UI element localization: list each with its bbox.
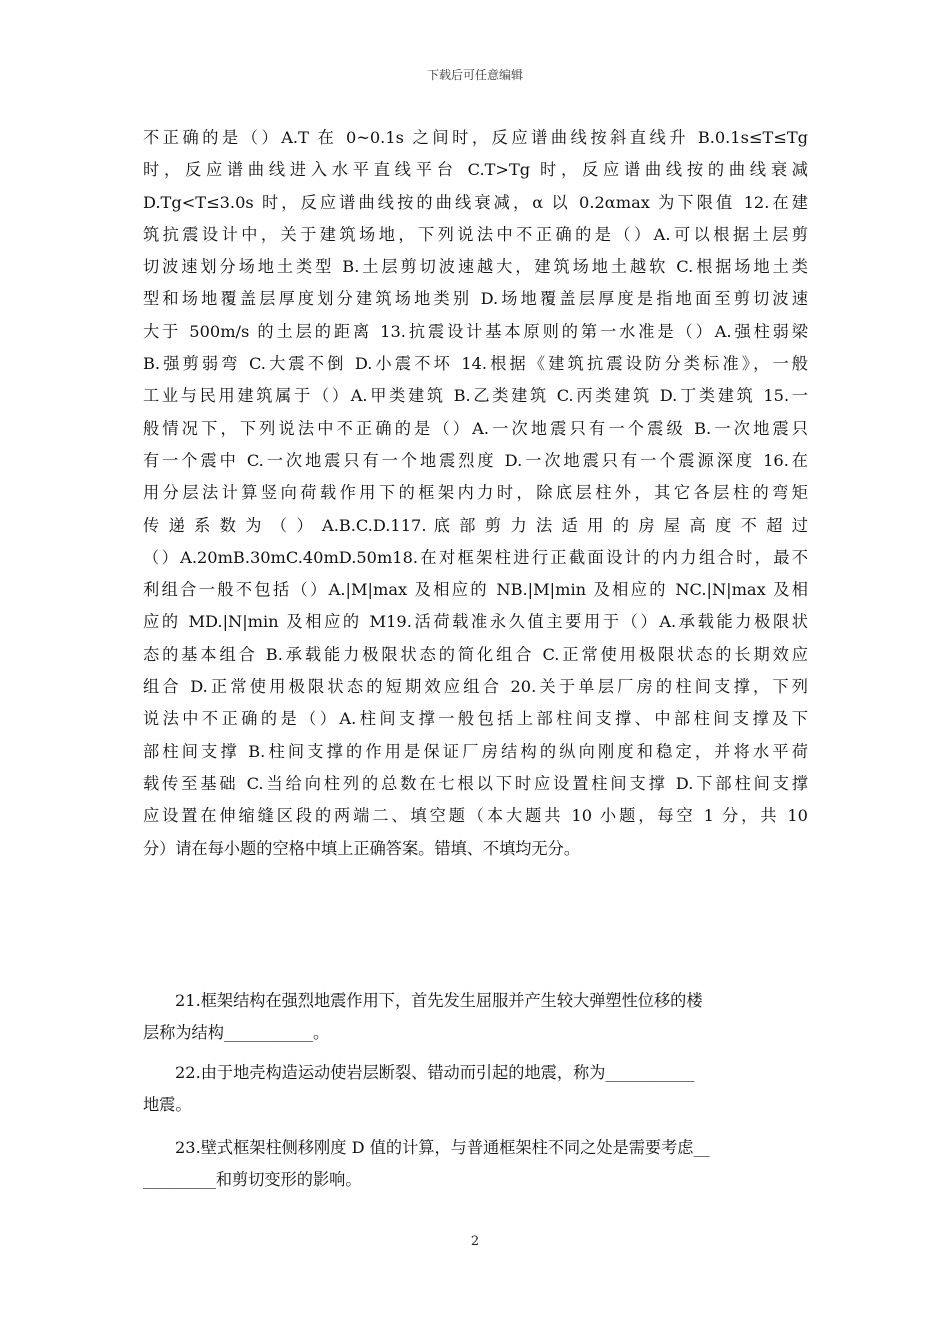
text-line: B.强剪弱弯 C.大震不倒 D.小震不坏 14.根据《建筑抗震设防分类标准》，一般 [143,354,808,374]
question-22 [143,1057,808,1122]
text-line: 载传至基础 C.当给向柱列的总数在七根以下时应设置柱间支撑 D.下部柱间支撑 [143,773,808,793]
question-line: _________和剪切变形的影响。 [143,1170,362,1190]
text-line: 说法中不正确的是（）A.柱间支撑一般包括上部柱间支撑、中部柱间支撑及下 [143,709,808,729]
question-line: 地震。 [143,1095,192,1115]
text-line: 组合 D.正常使用极限状态的短期效应组合 20.关于单层厂房的柱间支撑，下列 [143,677,808,697]
text-line: 工业与民用建筑属于（）A.甲类建筑 B.乙类建筑 C.丙类建筑 D.丁类建筑 15.一 [143,386,808,406]
text-line: 型和场地覆盖层厚度划分建筑场地类别 D.场地覆盖层厚度是指地面至剪切波速 [143,289,808,309]
text-line: 态的基本组合 B.承载能力极限状态的简化组合 C.正常使用极限状态的长期效应 [143,644,808,664]
text-line: 般情况下，下列说法中不正确的是（）A.一次地震只有一个震级 B.一次地震只 [143,418,808,438]
question-line: 23.壁式框架柱侧移刚度 D 值的计算，与普通框架柱不同之处是需要考虑__ [175,1138,710,1157]
text-line: 利组合一般不包括（）A.|M|max 及相应的 NB.|M|min 及相应的 NC.|N|max 及相 [143,580,808,600]
question-21 [143,985,808,1050]
text-line: 有一个震中 C.一次地震只有一个地震烈度 D.一次地震只有一个震源深度 16.在 [143,450,808,470]
body-paragraph [143,122,808,865]
text-line: 应的 MD.|N|min 及相应的 M19.活荷载准永久值主要用于（）A.承载能力极限状 [143,612,808,632]
text-line: 分）请在每小题的空格中填上正确答案。错填、不填均无分。 [143,838,581,858]
text-line: 切波速划分场地土类型 B.土层剪切波速越大，建筑场地土越软 C.根据场地土类 [143,257,808,277]
text-line: 筑抗震设计中，关于建筑场地，下列说法中不正确的是（）A.可以根据土层剪 [143,224,808,244]
text-line: 不正确的是（）A.T 在 0~0.1s 之间时，反应谱曲线按斜直线升 B.0.1s≤T≤Tg [143,128,808,147]
question-line: 层称为结构___________。 [143,1023,330,1043]
page-header: 下载后可任意编辑 [426,68,523,82]
text-line: 时，反应谱曲线进入水平直线平台 C.T>Tg 时，反应谱曲线按的曲线衰减 [143,160,808,180]
text-line: （）A.20mB.30mC.40mD.50m18.在对框架柱进行正截面设计的内力组合时，最不 [143,547,808,567]
text-line: 大于 500m/s 的土层的距离 13.抗震设计基本原则的第一水准是（）A.强柱弱梁 [143,321,808,341]
page-number: 2 [470,1234,480,1249]
text-line: 部柱间支撑 B.柱间支撑的作用是保证厂房结构的纵向刚度和稳定，并将水平荷 [143,741,808,761]
question-line: 21.框架结构在强烈地震作用下，首先发生屈服并产生较大弹塑性位移的楼 [175,991,703,1010]
text-line: 应设置在伸缩缝区段的两端二、填空题（本大题共 10 小题，每空 1 分，共 10 [143,806,808,826]
question-23 [143,1132,808,1197]
text-line: 传 递 系 数 为 （ ） A.B.C.D.117. 底 部 剪 力 法 适 用 的 房 屋 高 度 不 超 过 [143,515,808,535]
text-line: D.Tg<T≤3.0s 时，反应谱曲线按的曲线衰减，α 以 0.2αmax 为下限值 12.在建 [143,192,808,212]
question-line: 22.由于地壳构造运动使岩层断裂、错动而引起的地震，称为___________ [175,1063,695,1082]
text-line: 用分层法计算竖向荷载作用下的框架内力时，除底层柱外，其它各层柱的弯矩 [143,483,808,503]
